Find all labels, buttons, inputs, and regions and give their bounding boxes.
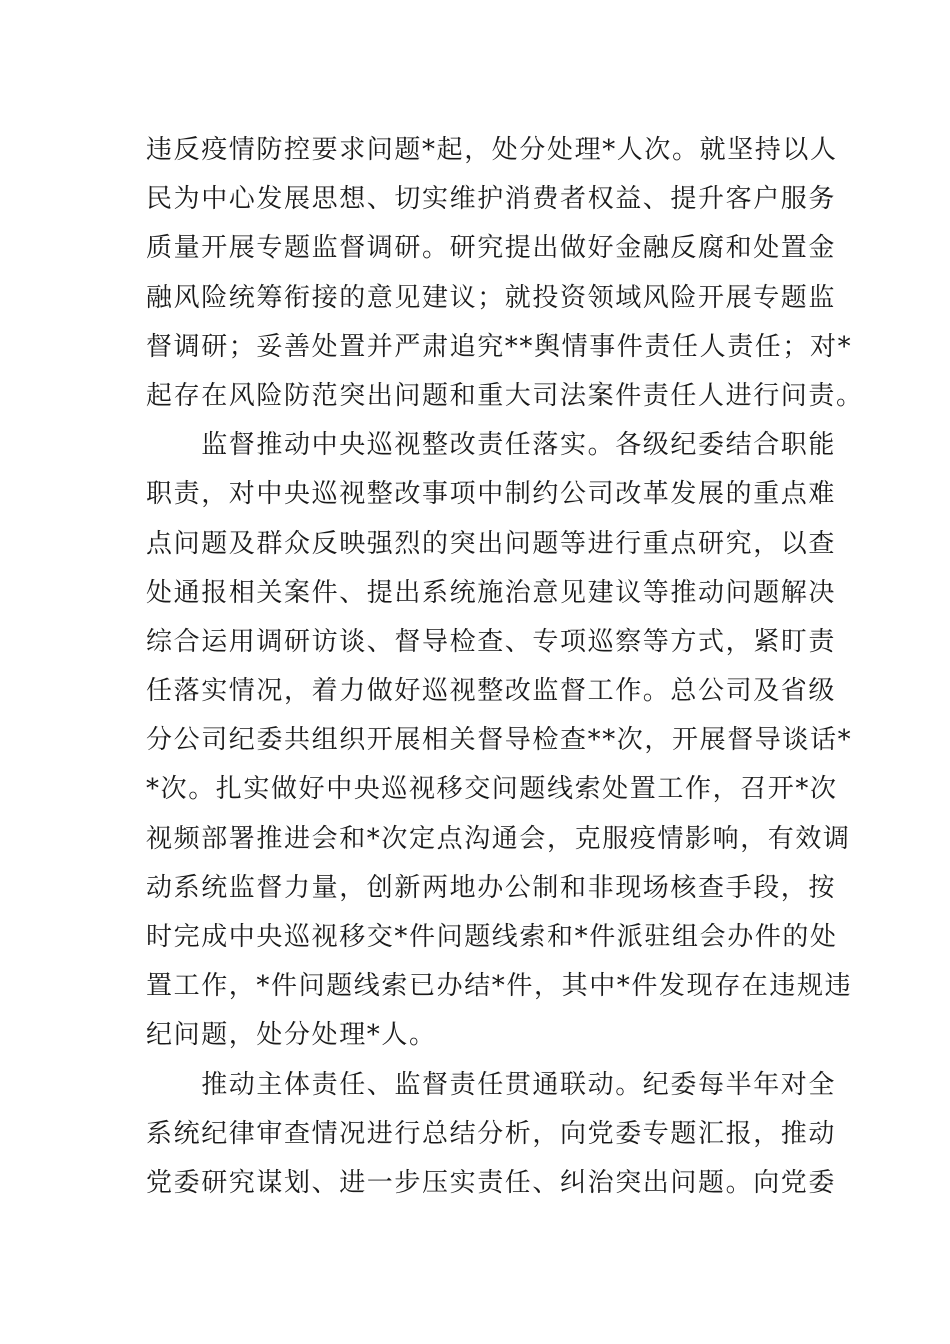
text-line: 任落实情况，着力做好巡视整改监督工作。总公司及省级 (146, 676, 837, 707)
text-line: 违反疫情防控要求问题*起，处分处理*人次。就坚持以人 (146, 135, 838, 165)
text-line: 处通报相关案件、提出系统施治意见建议等推动问题解决 (146, 577, 837, 608)
text-line: 督调研；妥善处置并严肃追究**舆情事件责任人责任；对* (146, 331, 853, 362)
text-line: 纪问题，处分处理*人。 (146, 1020, 437, 1051)
text-line: 党委研究谋划、进一步压实责任、纠治突出问题。向党委 (146, 1167, 837, 1198)
text-line: 动系统监督力量，创新两地办公制和非现场核查手段，按 (146, 872, 837, 903)
text-line: 视频部署推进会和*次定点沟通会，克服疫情影响，有效调 (146, 823, 851, 854)
text-line: 起存在风险防范突出问题和重大司法案件责任人进行问责。 (146, 380, 864, 411)
text-line: 系统纪律审查情况进行总结分析，向党委专题汇报，推动 (146, 1118, 837, 1149)
text-line: 综合运用调研访谈、督导检查、专项巡察等方式，紧盯责 (146, 626, 837, 657)
text-line: 分公司纪委共组织开展相关督导检查**次，开展督导谈话* (146, 725, 853, 756)
text-line: 监督推动中央巡视整改责任落实。各级纪委结合职能 (146, 430, 837, 461)
body-text (146, 126, 864, 1208)
text-line: 质量开展专题监督调研。研究提出做好金融反腐和处置金 (146, 233, 837, 264)
text-line: 融风险统筹衔接的意见建议；就投资领域风险开展专题监 (146, 282, 837, 313)
text-line: *次。扎实做好中央巡视移交问题线索处置工作，召开*次 (146, 774, 838, 805)
text-line: 点问题及群众反映强烈的突出问题等进行重点研究，以查 (146, 528, 837, 559)
text-line: 置工作，*件问题线索已办结*件，其中*件发现存在违规违 (146, 971, 853, 1002)
text-line: 时完成中央巡视移交*件问题线索和*件派驻组会办件的处 (146, 922, 838, 952)
text-line: 职责，对中央巡视整改事项中制约公司改革发展的重点难 (146, 479, 837, 510)
text-line: 民为中心发展思想、切实维护消费者权益、提升客户服务 (146, 184, 837, 215)
text-line: 推动主体责任、监督责任贯通联动。纪委每半年对全 (146, 1069, 837, 1100)
